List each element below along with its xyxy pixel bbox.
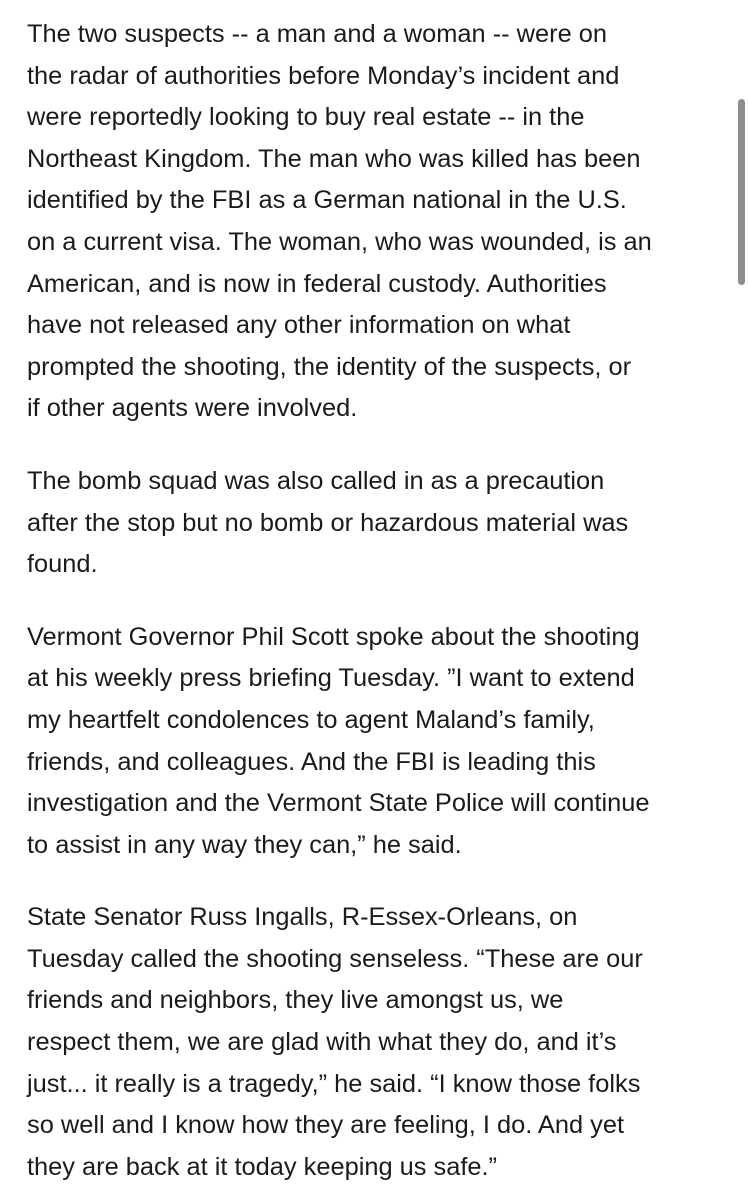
text-line: The two suspects -- a man and a woman -- were on xyxy=(27,20,608,48)
paragraph-governor xyxy=(27,617,725,867)
text-line: American, and is now in federal custody. Authorities xyxy=(27,269,607,298)
text-line: were reportedly looking to buy real estate -- in the xyxy=(27,103,585,132)
text-line: my heartfelt condolences to agent Maland’s family, xyxy=(27,705,595,734)
text-line: respect them, we are glad with what they do, and it’s xyxy=(27,1028,617,1057)
paragraph-bomb-squad xyxy=(27,461,725,586)
text-line: Northeast Kingdom. The man who was killed has been xyxy=(27,144,641,173)
text-line: the radar of authorities before Monday’s incident and xyxy=(27,61,620,90)
text-line: after the stop but no bomb or hazardous material was xyxy=(27,508,629,537)
text-line: friends and neighbors, they live amongst us, we xyxy=(27,986,564,1015)
article-body xyxy=(27,14,725,1200)
text-line: identified by the FBI as a German national in the U.S. xyxy=(27,186,627,215)
vertical-scrollbar[interactable] xyxy=(736,0,748,1200)
text-line: on a current visa. The woman, who was wounded, is an xyxy=(27,227,652,256)
text-line: Tuesday called the shooting senseless. “These are our xyxy=(27,944,643,973)
text-line: friends, and colleagues. And the FBI is leading this xyxy=(27,747,596,776)
text-line: so well and I know how they are feeling, I do. And yet xyxy=(27,1111,625,1140)
text-line: at his weekly press briefing Tuesday. ”I want to extend xyxy=(27,664,635,693)
paragraph-senator xyxy=(27,897,725,1188)
text-line: to assist in any way they can,” he said. xyxy=(27,830,462,859)
text-line: just... it really is a tragedy,” he said. “I know those folks xyxy=(27,1069,641,1098)
text-line: if other agents were involved. xyxy=(27,394,358,423)
text-line: investigation and the Vermont State Police will continue xyxy=(27,789,650,818)
text-line: have not released any other information on what xyxy=(27,311,571,340)
text-line: prompted the shooting, the identity of the suspects, or xyxy=(27,352,632,381)
text-line: they are back at it today keeping us safe.” xyxy=(27,1152,497,1181)
text-line: Vermont Governor Phil Scott spoke about the shooting xyxy=(27,622,640,651)
paragraph-suspects xyxy=(27,14,725,430)
scrollbar-thumb[interactable] xyxy=(738,99,745,285)
text-line: found. xyxy=(27,550,98,579)
text-line: The bomb squad was also called in as a precaution xyxy=(27,466,605,495)
text-line: State Senator Russ Ingalls, R-Essex-Orleans, on xyxy=(27,903,578,932)
